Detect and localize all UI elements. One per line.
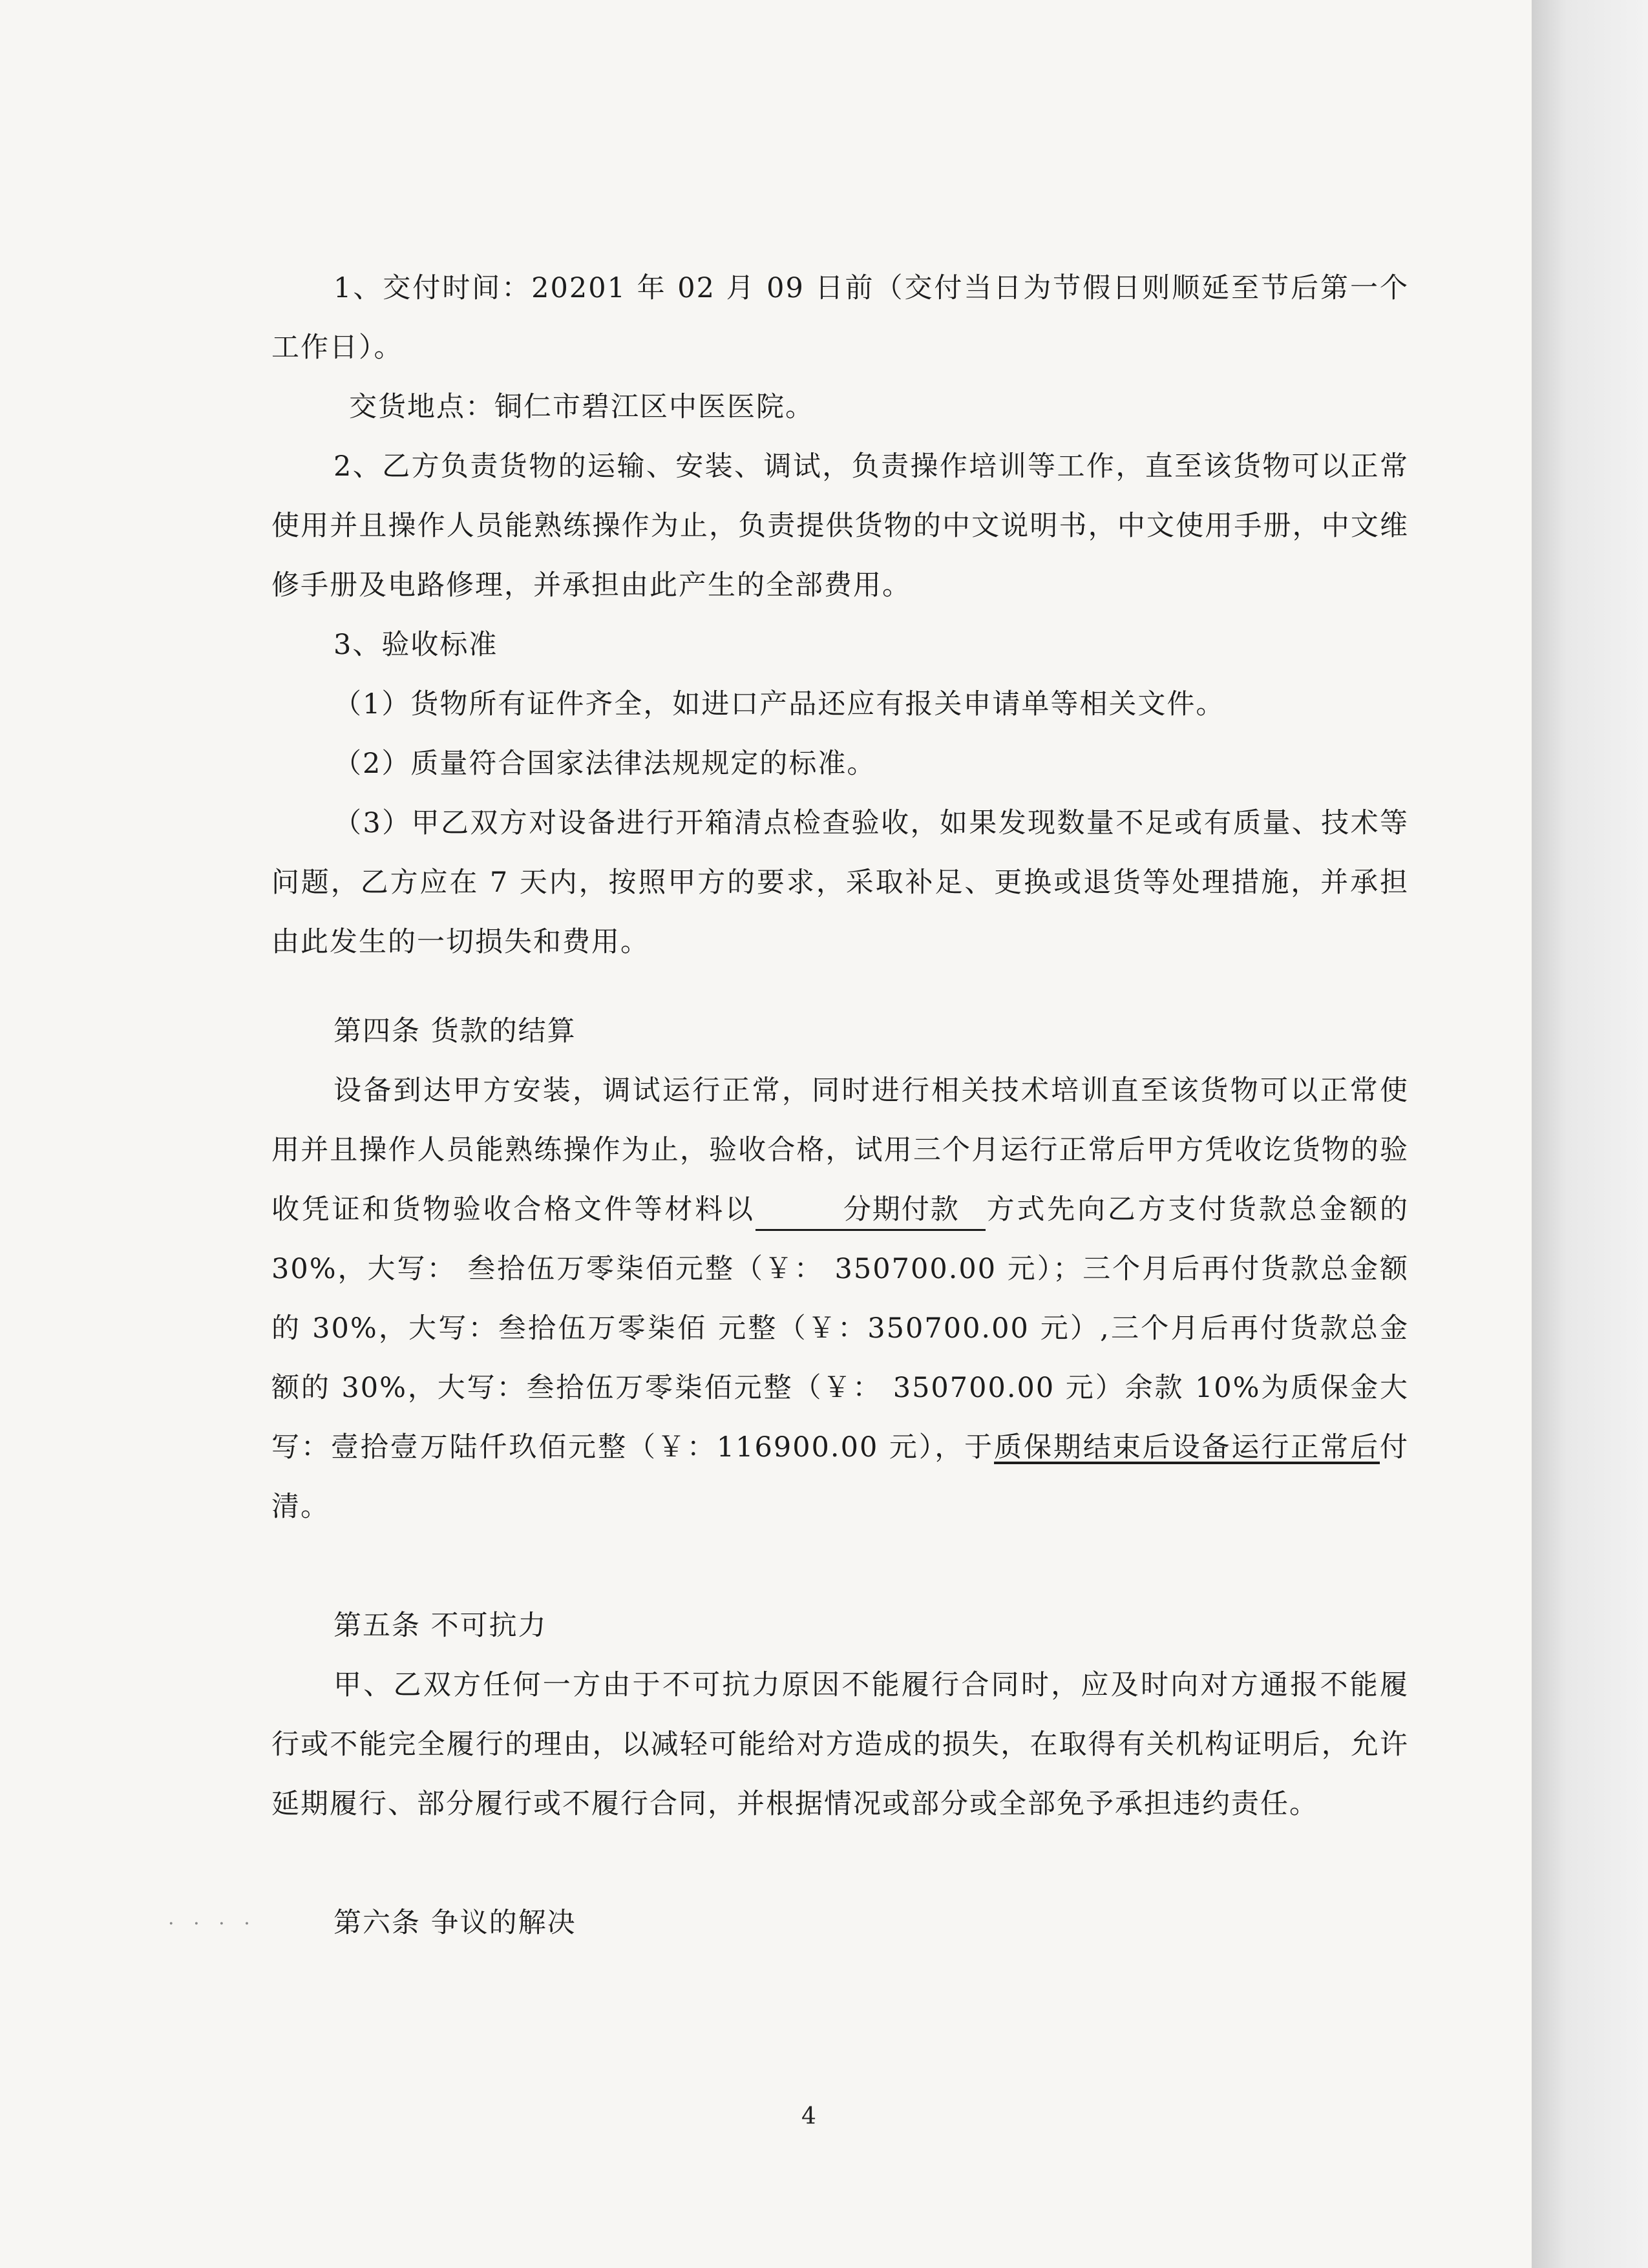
page-number: 4 [801, 2103, 816, 2130]
payment-method-blank: 分期付款 [755, 1190, 986, 1231]
item-3-3-paragraph: （3）甲乙双方对设备进行开箱清点检查验收，如果发现数量不足或有质量、技术等问题，乙方应在 7 天内，按照甲方的要求，采取补足、更换或退货等处理措施，并承担由此发生的一切损失和费用。 [271, 807, 1409, 958]
article-4-heading: 第四条 货款的结算 [333, 1015, 576, 1047]
item-3-1-paragraph: （1）货物所有证件齐全，如进口产品还应有报关申请单等相关文件。 [333, 688, 1225, 720]
delivery-place-paragraph: 交货地点：铜仁市碧江区中医医院。 [349, 391, 814, 423]
article-6-heading: 第六条 争议的解决 [333, 1907, 576, 1939]
article-4-text-end: 付清。 [271, 1431, 1409, 1523]
settlement-condition: 质保期结束后设备运行正常后 [994, 1431, 1380, 1464]
article-4-text-before: 设备到达甲方安装，调试运行正常，同时进行相关技术培训直至该货物可以正常使用并且操作人员能熟练操作为止，验收合格，试用三个月运行正常后甲方凭收讫货物的验收凭证和货物验收合格文件等材料以 [271, 1075, 1409, 1226]
article-4-paragraph [271, 1061, 1409, 1537]
item-2-paragraph: 2、乙方负责货物的运输、安装、调试，负责操作培训等工作，直至该货物可以正常使用并且操作人员能熟练操作为止，负责提供货物的中文说明书，中文使用手册，中文维修手册及电路修理，并承担由此产生的全部费用。 [271, 450, 1409, 602]
page-content [271, 258, 1409, 1953]
article-5-paragraph: 甲、乙双方任何一方由于不可抗力原因不能履行合同时，应及时向对方通报不能履行或不能完全履行的理由，以减轻可能给对方造成的损失，在取得有关机构证明后，允许延期履行、部分履行或不履行合同，并根据情况或部分或全部免予承担违约责任。 [271, 1669, 1409, 1820]
scan-specks: · · · · [168, 1913, 257, 1935]
delivery-time-paragraph: 1、交付时间：20201 年 02 月 09 日前（交付当日为节假日则顺延至节后第一个工作日）。 [271, 272, 1409, 364]
spacer [271, 1537, 1409, 1596]
article-4-text-after: 方式先向乙方支付货款总金额的 30%，大写： 叁拾伍万零柒佰元整（￥： 350700.00 元）；三个月后再付货款总金额的 30%，大写：叁拾伍万零柒佰 元整（￥：350700.00 元）,三个月后再付货款总金额的 30%，大写：叁拾伍万零柒佰元整（￥： 350700.00 元）余款 10%为质保金大写：壹拾壹万陆仟玖佰元整（￥：116900.00 元），于 [271, 1193, 1410, 1464]
spacer [271, 972, 1409, 1002]
item-3-title: 3、验收标准 [333, 629, 498, 661]
spacer [271, 1834, 1409, 1893]
scan-background-edge [1532, 0, 1648, 2268]
item-3-2-paragraph: （2）质量符合国家法律法规规定的标准。 [333, 748, 876, 780]
article-5-heading: 第五条 不可抗力 [333, 1610, 547, 1642]
